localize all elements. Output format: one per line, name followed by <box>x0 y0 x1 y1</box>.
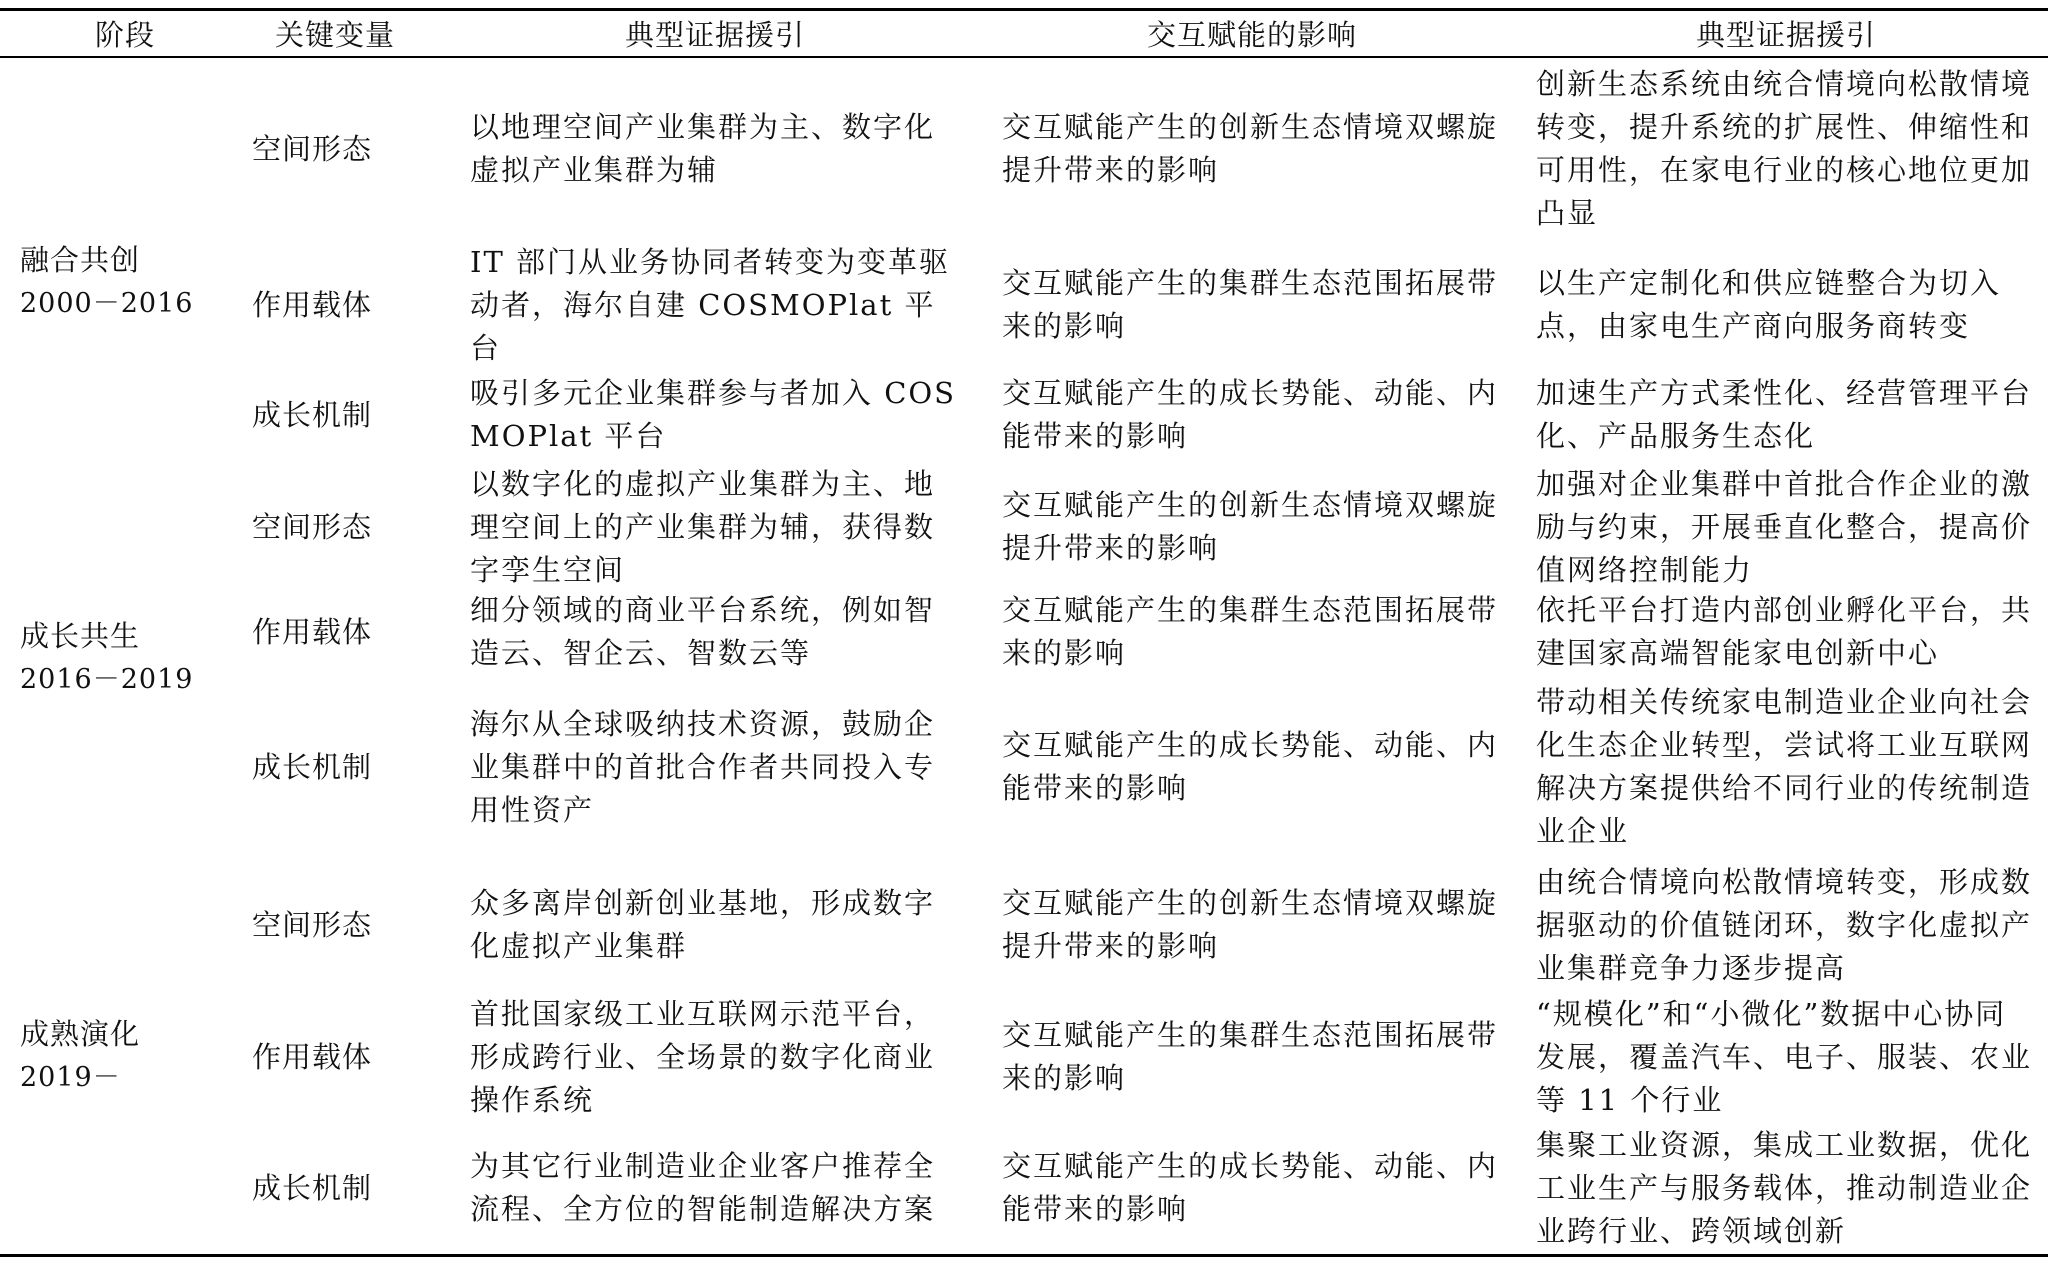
header-impact: 交互赋能的影响 <box>1146 18 1357 52</box>
header-rule <box>0 56 2048 58</box>
impact-cell: 交互赋能产生的集群生态范围拓展带来的影响 <box>1002 593 1499 670</box>
evidence-cell: IT 部门从业务协同者转变为变革驱动者，海尔自建 COSMOPlat 平台 <box>470 244 951 365</box>
evidence2-cell: 加强对企业集群中首批合作企业的激励与约束，开展垂直化整合，提高价值网络控制能力 <box>1536 466 2033 587</box>
impact-cell: 交互赋能产生的创新生态情境双螺旋提升带来的影响 <box>1002 886 1499 963</box>
header-variable: 关键变量 <box>274 18 395 52</box>
stage-name: 融合共创 <box>20 243 141 277</box>
evidence2-cell: 带动相关传统家电制造业企业向社会化生态企业转型，尝试将工业互联网解决方案提供给不同行业的传统制造业企业 <box>1536 685 2033 848</box>
impact-cell: 交互赋能产生的成长势能、动能、内能带来的影响 <box>1002 376 1499 453</box>
variable-cell: 空间形态 <box>252 907 373 942</box>
evidence-cell: 细分领域的商业平台系统，例如智造云、智企云、智数云等 <box>470 593 936 670</box>
impact-cell: 交互赋能产生的成长势能、动能、内能带来的影响 <box>1002 728 1499 805</box>
header-evidence-2: 典型证据援引 <box>1695 18 1876 52</box>
stage-label <box>20 238 230 326</box>
evidence2-cell: 依托平台打造内部创业孵化平台，共建国家高端智能家电创新中心 <box>1536 593 2033 670</box>
variable-cell: 空间形态 <box>252 509 373 544</box>
evidence2-cell: 创新生态系统由统合情境向松散情境转变，提升系统的扩展性、伸缩性和可用性，在家电行业的核心地位更加凸显 <box>1536 67 2033 230</box>
impact-cell: 交互赋能产生的创新生态情境双螺旋提升带来的影响 <box>1002 110 1499 187</box>
variable-cell: 成长机制 <box>252 749 373 784</box>
evidence-cell: 吸引多元企业集群参与者加入 COSMOPlat 平台 <box>470 376 957 453</box>
evidence2-cell: 集聚工业资源，集成工业数据，优化工业生产与服务载体，推动制造业企业跨行业、跨领域创新 <box>1536 1127 2033 1248</box>
evidence2-cell: 以生产定制化和供应链整合为切入点，由家电生产商向服务商转变 <box>1536 266 2002 343</box>
evidence-cell: 海尔从全球吸纳技术资源，鼓励企业集群中的首批合作者共同投入专用性资产 <box>470 706 936 827</box>
stage-years: 2016－2019 <box>20 664 194 695</box>
stage-years: 2000－2016 <box>20 288 194 319</box>
variable-cell: 作用载体 <box>252 1039 373 1074</box>
stage-label <box>20 614 230 702</box>
evidence-cell: 首批国家级工业互联网示范平台，形成跨行业、全场景的数字化商业操作系统 <box>470 996 936 1117</box>
impact-cell: 交互赋能产生的创新生态情境双螺旋提升带来的影响 <box>1002 488 1499 565</box>
variable-cell: 空间形态 <box>252 131 373 166</box>
impact-cell: 交互赋能产生的集群生态范围拓展带来的影响 <box>1002 1018 1499 1095</box>
stage-label <box>20 1012 230 1100</box>
evidence-cell: 众多离岸创新创业基地，形成数字化虚拟产业集群 <box>470 886 936 963</box>
variable-cell: 作用载体 <box>252 287 373 322</box>
evidence2-cell: 加速生产方式柔性化、经营管理平台化、产品服务生态化 <box>1536 376 2033 453</box>
evidence2-cell: 由统合情境向松散情境转变，形成数据驱动的价值链闭环，数字化虚拟产业集群竞争力逐步提高 <box>1536 864 2033 985</box>
evidence-cell: 为其它行业制造业企业客户推荐全流程、全方位的智能制造解决方案 <box>470 1149 936 1226</box>
variable-cell: 成长机制 <box>252 397 373 432</box>
impact-cell: 交互赋能产生的集群生态范围拓展带来的影响 <box>1002 266 1499 343</box>
variable-cell: 作用载体 <box>252 614 373 649</box>
variable-cell: 成长机制 <box>252 1170 373 1205</box>
evidence-cell: 以数字化的虚拟产业集群为主、地理空间上的产业集群为辅，获得数字孪生空间 <box>470 466 936 587</box>
impact-cell: 交互赋能产生的成长势能、动能、内能带来的影响 <box>1002 1149 1499 1226</box>
stage-years: 2019－ <box>20 1062 121 1093</box>
header-evidence: 典型证据援引 <box>624 18 805 52</box>
stage-name: 成熟演化 <box>20 1017 141 1051</box>
header-stage: 阶段 <box>94 18 155 52</box>
evidence2-cell: “规模化”和“小微化”数据中心协同发展，覆盖汽车、电子、服装、农业等 11 个行业 <box>1536 996 2033 1117</box>
stage-name: 成长共生 <box>20 619 141 653</box>
bottom-rule <box>0 1254 2048 1257</box>
evidence-cell: 以地理空间产业集群为主、数字化虚拟产业集群为辅 <box>470 110 936 187</box>
